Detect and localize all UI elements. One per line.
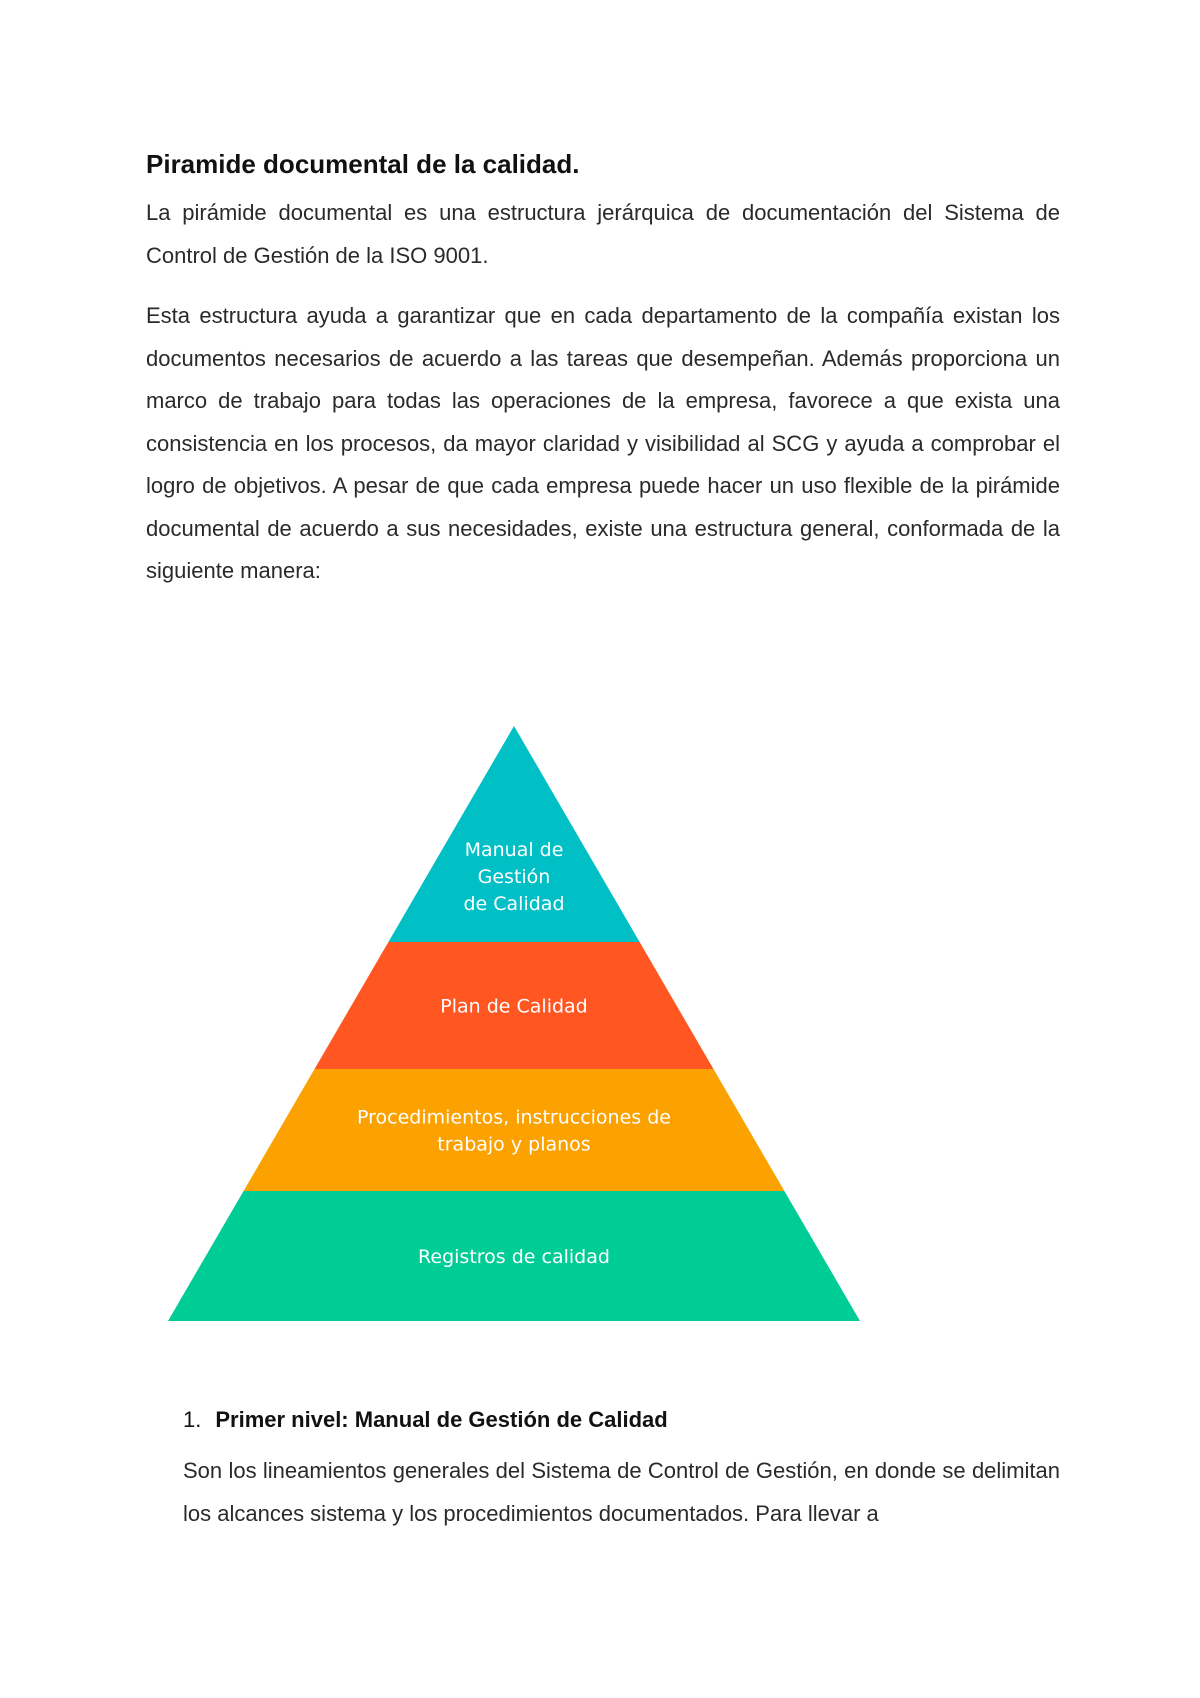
pyramid-diagram	[146, 726, 866, 1342]
page-title: Piramide documental de la calidad.	[146, 149, 580, 179]
level-one-paragraph: Son los lineamientos generales del Sistema de Control de Gestión, en donde se delimitan los alcances sistema y los procedimientos documentados. Para llevar a	[183, 1458, 1060, 1526]
pyramid-svg	[146, 726, 866, 1342]
pyramid-level-4-label: Registros de calidad	[418, 1246, 610, 1268]
pyramid-level-3	[244, 1069, 785, 1191]
list-number: 1.	[183, 1407, 202, 1432]
paragraph-structure: Esta estructura ayuda a garantizar que en cada departamento de la compañía existan los documentos necesarios de acuerdo a las tareas que desempeñan. Además proporciona un marco de trabajo para todas las operaciones de la empresa, favorece a que exista una consistencia en los procesos, da mayor claridad y visibilidad al SCG y ayuda a comprobar el logro de objetivos. A pesar de que cada empresa puede hacer un uso flexible de la pirámide documental de acuerdo a sus necesidades, existe una estructura general, conformada de la siguiente manera:	[146, 303, 1060, 583]
pyramid-level-1-label: de Calidad	[463, 893, 565, 915]
intro-section	[146, 146, 1060, 593]
paragraph-intro: La pirámide documental es una estructura jerárquica de documentación del Sistema de Control de Gestión de la ISO 9001.	[146, 200, 1060, 268]
level-one-title: Primer nivel: Manual de Gestión de Calidad	[215, 1407, 668, 1432]
pyramid-level-1-label: Manual de	[464, 839, 564, 861]
pyramid-level-1-label: Gestión	[477, 866, 551, 888]
pyramid-level-3-label: trabajo y planos	[437, 1133, 591, 1156]
pyramid-level-3-label: Procedimientos, instrucciones de	[357, 1106, 671, 1129]
pyramid-level-2-label: Plan de Calidad	[440, 995, 588, 1018]
level-one-section	[183, 1400, 1060, 1535]
level-one-heading	[183, 1400, 1060, 1440]
